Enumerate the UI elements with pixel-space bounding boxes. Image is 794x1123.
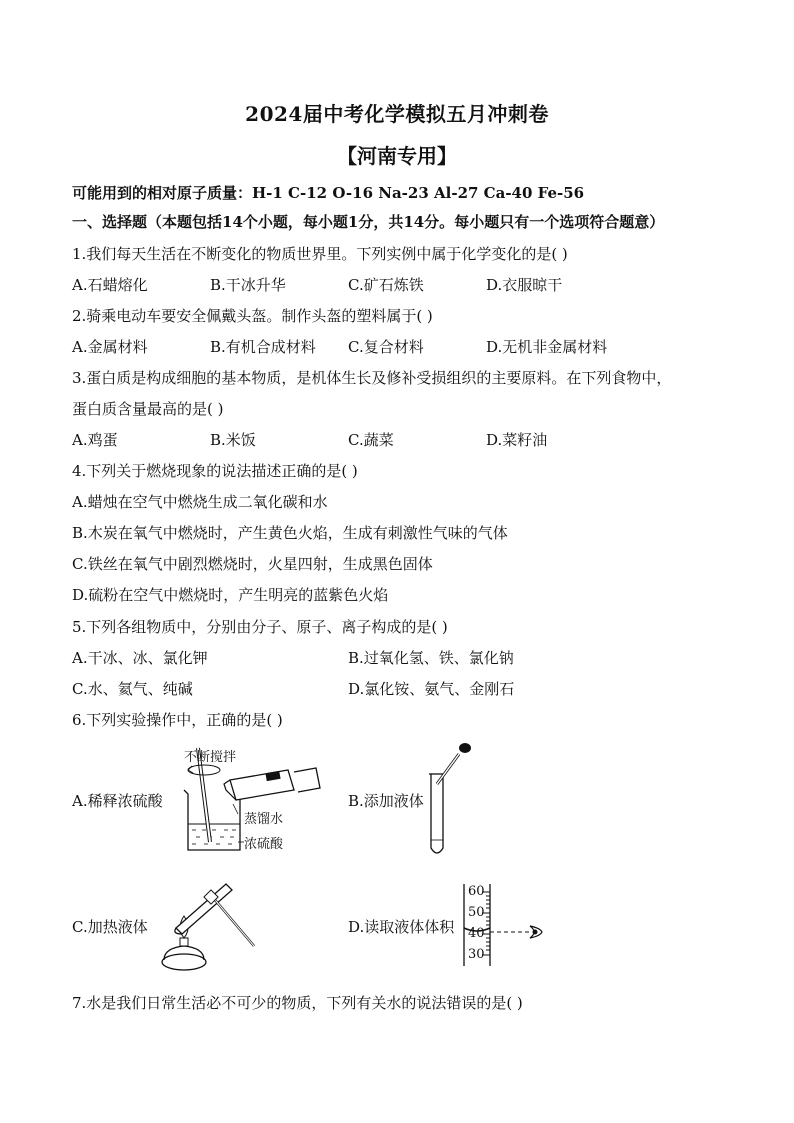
tick-label-50: 50 bbox=[468, 905, 485, 920]
question-3-option-c[interactable]: C.蔬菜 bbox=[348, 431, 394, 449]
label-distilled-water: 蒸馏水 bbox=[244, 812, 284, 827]
label-concentrated-acid: 浓硫酸 bbox=[244, 837, 284, 852]
label-stir: 不断搅拌 bbox=[184, 750, 237, 765]
question-1-stem: 1.我们每天生活在不断变化的物质世界里。下列实例中属于化学变化的是( ) bbox=[72, 245, 568, 263]
question-1-option-b[interactable]: B.干冰升华 bbox=[210, 276, 286, 294]
question-1-option-c[interactable]: C.矿石炼铁 bbox=[348, 276, 424, 294]
tick-label-60: 60 bbox=[468, 884, 485, 899]
question-5-option-a[interactable]: A.干冰、冰、氯化钾 bbox=[72, 649, 208, 667]
page-title: 2024届中考化学模拟五月冲刺卷 bbox=[245, 102, 549, 126]
question-4-option-d[interactable]: D.硫粉在空气中燃烧时，产生明亮的蓝紫色火焰 bbox=[72, 586, 389, 604]
question-5-stem: 5.下列各组物质中，分别由分子、原子、离子构成的是( ) bbox=[72, 618, 448, 636]
question-5-option-c[interactable]: C.水、氦气、纯碱 bbox=[72, 680, 193, 698]
section-heading: 一、选择题（本题包括14个小题，每小题1分，共14分。每小题只有一个选项符合题意） bbox=[72, 213, 665, 231]
question-3-option-a[interactable]: A.鸡蛋 bbox=[72, 431, 118, 449]
question-1-option-d[interactable]: D.衣服晾干 bbox=[486, 276, 563, 294]
question-2-option-a[interactable]: A.金属材料 bbox=[72, 338, 148, 356]
question-4-stem: 4.下列关于燃烧现象的说法描述正确的是( ) bbox=[72, 462, 358, 480]
question-6-option-b[interactable]: B.添加液体 bbox=[348, 792, 424, 810]
question-4-option-a[interactable]: A.蜡烛在空气中燃烧生成二氧化碳和水 bbox=[72, 493, 328, 511]
page-subtitle: 【河南专用】 bbox=[337, 144, 457, 168]
question-2-option-c[interactable]: C.复合材料 bbox=[348, 338, 424, 356]
question-6-option-d[interactable]: D.读取液体体积 bbox=[348, 918, 455, 936]
question-4-option-b[interactable]: B.木炭在氧气中燃烧时，产生黄色火焰，生成有刺激性气味的气体 bbox=[72, 524, 508, 542]
question-5-option-d[interactable]: D.氯化铵、氨气、金刚石 bbox=[348, 680, 515, 698]
question-6-option-a[interactable]: A.稀释浓硫酸 bbox=[72, 792, 163, 810]
question-1-option-a[interactable]: A.石蜡熔化 bbox=[72, 276, 148, 294]
question-6-option-c[interactable]: C.加热液体 bbox=[72, 918, 148, 936]
tick-label-40: 40 bbox=[468, 926, 485, 941]
heating-test-tube-figure bbox=[150, 876, 260, 976]
question-3-option-b[interactable]: B.米饭 bbox=[210, 431, 256, 449]
question-3-stem-line-1: 3.蛋白质是构成细胞的基本物质，是机体生长及修补受损组织的主要原料。在下列食物中， bbox=[72, 369, 672, 387]
question-2-stem: 2.骑乘电动车要安全佩戴头盔。制作头盔的塑料属于( ) bbox=[72, 307, 433, 325]
question-2-option-b[interactable]: B.有机合成材料 bbox=[210, 338, 316, 356]
dropper-test-tube-figure bbox=[425, 740, 485, 862]
atomic-masses: 可能用到的相对原子质量：H-1 C-12 O-16 Na-23 Al-27 Ca-40 Fe-56 bbox=[72, 184, 585, 202]
question-6-stem: 6.下列实验操作中，正确的是( ) bbox=[72, 711, 283, 729]
question-4-option-c[interactable]: C.铁丝在氧气中剧烈燃烧时，火星四射，生成黑色固体 bbox=[72, 555, 433, 573]
tick-label-30: 30 bbox=[468, 947, 485, 962]
question-2-option-d[interactable]: D.无机非金属材料 bbox=[486, 338, 608, 356]
question-3-stem-line-2: 蛋白质含量最高的是( ) bbox=[72, 400, 224, 418]
question-7-stem: 7.水是我们日常生活必不可少的物质，下列有关水的说法错误的是( ) bbox=[72, 994, 523, 1012]
question-3-option-d[interactable]: D.菜籽油 bbox=[486, 431, 548, 449]
question-5-option-b[interactable]: B.过氧化氢、铁、氯化钠 bbox=[348, 649, 514, 667]
